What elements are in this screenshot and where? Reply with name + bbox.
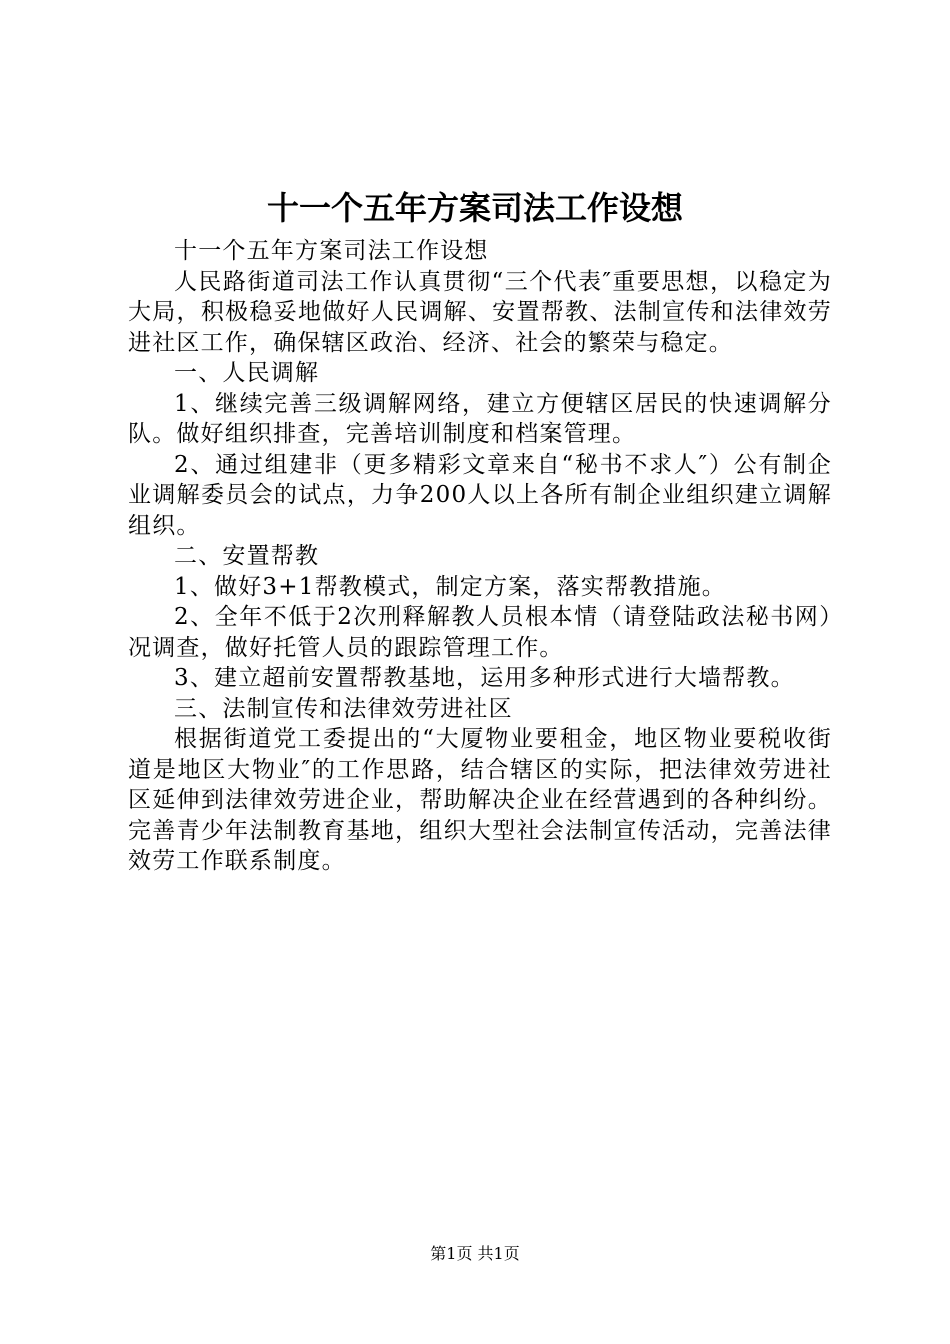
- paragraph-resettlement-3: 3、建立超前安置帮教基地，运用多种形式进行大墙帮教。: [174, 665, 795, 691]
- paragraph-legal-publicity: 根据街道党工委提出的“大厦物业要租金，地区物业要税收街道是地区大物业″的工作思路，结合辖区的实际，把法律效劳进社区延伸到法律效劳进企业，帮助解决企业在经营遇到的各种纠纷。完善青少年法制教育基地，组织大型社会法制宣传活动，完善法律效劳工作联系制度。: [128, 726, 832, 874]
- paragraph-mediation-1: 1、继续完善三级调解网络，建立方便辖区居民的快速调解分队。做好组织排查，完善培训制度和档案管理。: [128, 390, 832, 447]
- paragraph-resettlement-2: 2、全年不低于2次刑释解教人员根本情（请登陆政法秘书网）况调查，做好托管人员的跟踪管理工作。: [128, 604, 832, 661]
- paragraph-resettlement-1: 1、做好3+1帮教模式，制定方案，落实帮教措施。: [174, 573, 726, 600]
- section-heading-legal-publicity: 三、法制宣传和法律效劳进社区: [174, 695, 513, 722]
- paragraph-intro: 人民路街道司法工作认真贯彻“三个代表″重要思想，以稳定为大局，积极稳妥地做好人民调解、安置帮教、法制宣传和法律效劳进社区工作，确保辖区政治、经济、社会的繁荣与稳定。: [128, 268, 832, 356]
- section-heading-resettlement: 二、安置帮教: [174, 543, 320, 569]
- document-body: [128, 236, 832, 877]
- page-footer: 第1页 共1页: [430, 1244, 520, 1263]
- paragraph-mediation-2: 2、通过组建非（更多精彩文章来自“秘书不求人″）公有制企业调解委员会的试点，力争200人以上各所有制企业组织建立调解组织。: [128, 451, 832, 539]
- document-title: 十一个五年方案司法工作设想: [266, 189, 683, 227]
- section-heading-mediation: 一、人民调解: [174, 360, 320, 386]
- paragraph-subtitle: 十一个五年方案司法工作设想: [174, 238, 489, 264]
